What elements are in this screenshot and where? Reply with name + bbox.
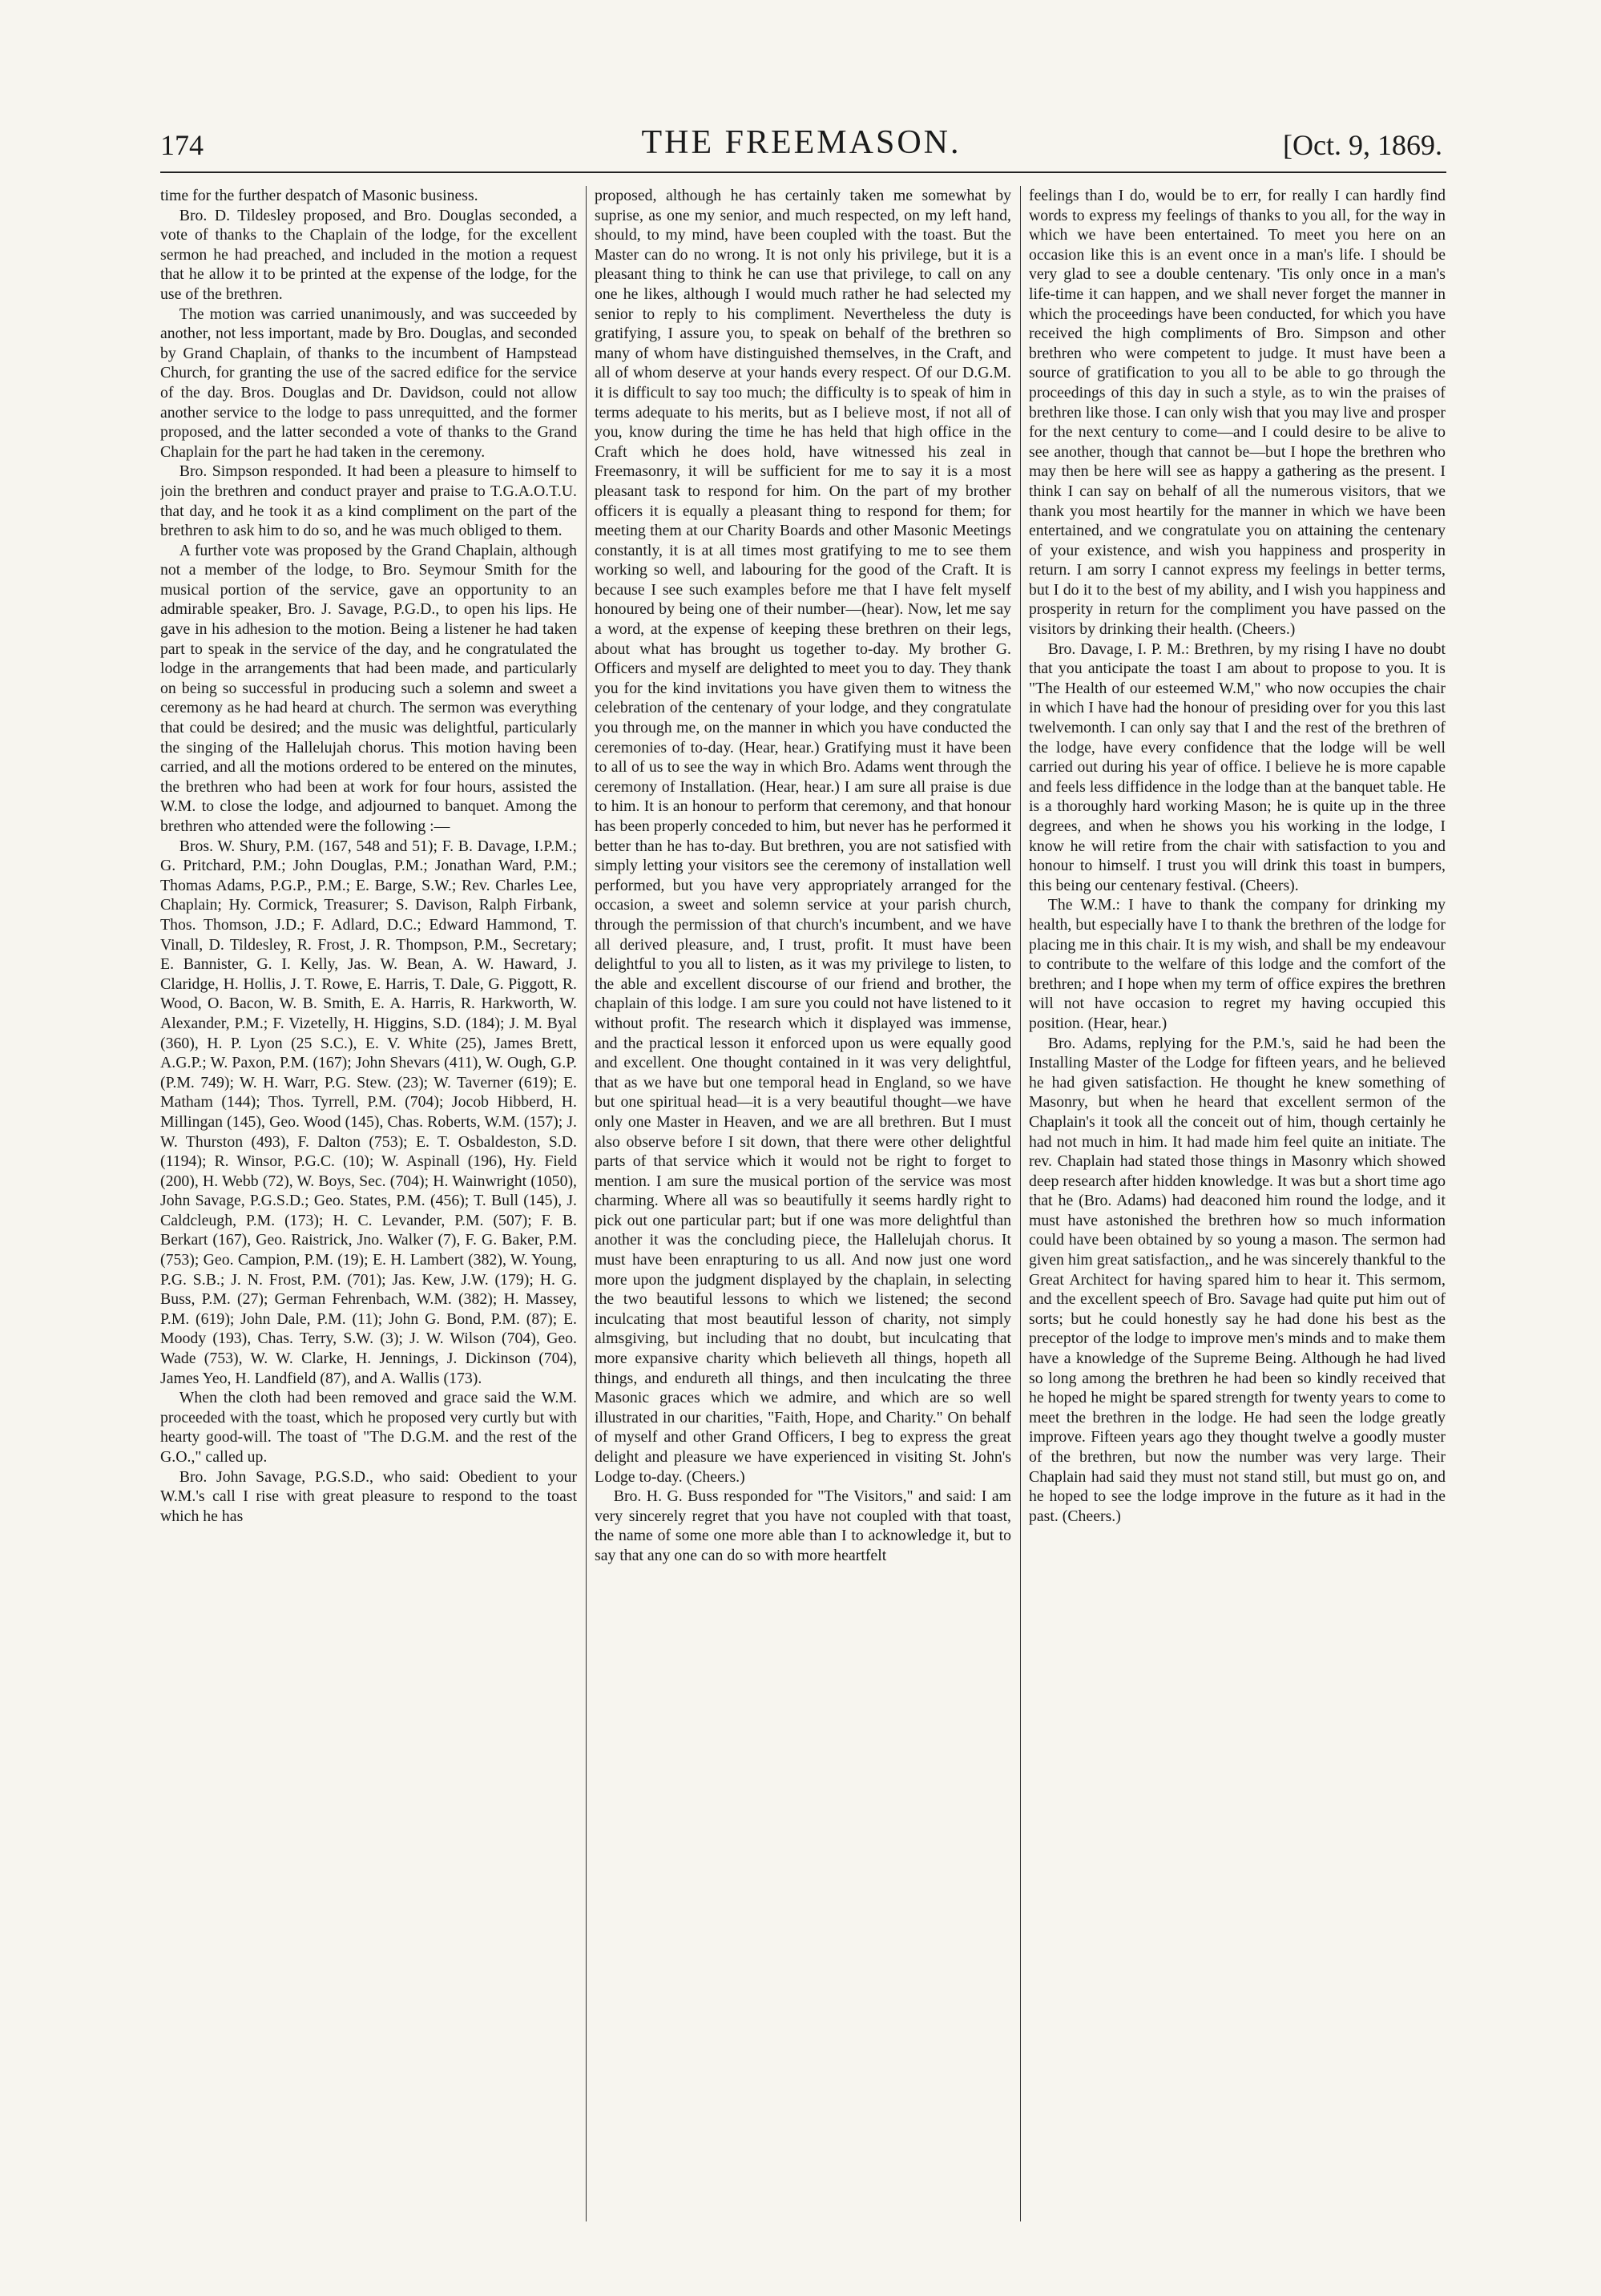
article-columns (160, 186, 1446, 2237)
paragraph: time for the further despatch of Masonic business. (160, 187, 478, 204)
page-number: 174 (160, 129, 204, 161)
paragraph: Bro. Simpson responded. It had been a pleasure to himself to join the brethren and conduct prayer and praise to T.G.A.O.T.U. that day, and he took it as a kind compliment on the part of the brethren to ask him to do so, and he was much obliged to them. (160, 462, 577, 540)
issue-date: [Oct. 9, 1869. (1283, 129, 1442, 161)
column-divider (586, 186, 587, 2221)
paragraph: Bro. Adams, replying for the P.M.'s, said he had been the Installing Master of the Lodge for fifteen years, and he believed he had given satisfaction. He thought he knew something of Masonry, but when he heard that excellent sermon of the Chaplain's it took all the conceit out of him, though certainly he had not much in him. It had made him feel quite an initiate. The rev. Chaplain had stated those things in Masonry which showed deep research after hidden knowledge. It was but a short time ago that he (Bro. Adams) had deaconed him round the lodge, and it must have astonished the brethren how so much information could have been obtained by so young a mason. The sermon had given him great satisfaction,, and he was sincerely thankful to the Great Architect for having spared him to hear it. This sermom, and the excellent speech of Bro. Savage had quite put him out of sorts; but he could honestly say he had done his best as the preceptor of the lodge to improve men's minds and to make them have a knowledge of the Supreme Being. Although he had lived so long among the brethren he had been so kindly received that he hoped he might be spared strength for twenty years to come to meet the brethren in the lodge. He had seen the lodge greatly improve. Fifteen years ago they thought twelve a goodly muster of the brethren, but now the number was very large. Their Chaplain had said they must not stand still, but must go on, and he hoped to see the lodge improve in the future as it had in the past. (Cheers.) (1029, 1034, 1446, 1525)
paragraph: Bro. Davage, I. P. M.: Brethren, by my rising I have no doubt that you anticipate the toast I am about to propose to you. It is "The Health of our esteemed W.M," who now occupies the chair in which I have had the honour of presiding over for you this last twelvemonth. I can only say that I and the rest of the brethren of the lodge, have every confidence that the lodge will be well carried out during his year of office. I believe he is more capable and feels less diffidence in the lodge than at the banquet table. He is a thoroughly hard working Mason; he is quite up in the three degrees, and when he shows you his working in the lodge, I know he will retire from the chair with satisfaction to you and honour to himself. I trust you will drink this toast in bumpers, this being our centenary festival. (Cheers). (1029, 640, 1446, 894)
masthead-title: THE FREEMASON. (641, 124, 962, 161)
paragraph: A further vote was proposed by the Grand Chaplain, although not a member of the lodge, to Bro. Seymour Smith for the musical portion of the service, gave an opportunity to an admirable speaker, Bro. J. Savage, P.G.D., to open his lips. He gave in his adhesion to the motion. Being a listener he had taken part to speak in the service of the day, and he congratulated the lodge in the arrangements that had been made, and particularly on being so successful in producing such a solemn and sweet a ceremony as he had heard at church. The sermon was everything that could be desired; and the music was delightful, particularly the singing of the Hallelujah chorus. This motion having been carried, and all the motions ordered to be entered on the minutes, the brethren who had been at work for four hours, assisted the W.M. to close the lodge, and adjourned to banquet. Among the brethren who attended were the following :— (160, 541, 577, 835)
paragraph: The motion was carried unanimously, and was succeeded by another, not less important, made by Bro. Douglas, and seconded by Grand Chaplain, of thanks to the incumbent of Hampstead Church, for granting the use of the sacred edifice for the service of the day. Bros. Douglas and Dr. Davidson, could not allow another service to the lodge to pass unrequitted, and the former proposed, and the latter seconded a vote of thanks to the Grand Chaplain for the part he had taken in the ceremony. (160, 305, 577, 461)
page-header (160, 120, 1442, 168)
paragraph: The W.M.: I have to thank the company for drinking my health, but especially have I to thank the brethren of the lodge for placing me in this chair. It is my wish, and shall be my endeavour to contribute to the welfare of this lodge and the comfort of the brethren; and I hope when my term of office expires the brethren will not have occasion to regret my having occupied this position. (Hear, hear.) (1029, 896, 1446, 1032)
header-rule (160, 171, 1446, 173)
paragraph: Bro. John Savage, P.G.S.D., who said: Obedient to your W.M.'s call I rise with great pleasure to respond to the toast which he has (160, 1467, 577, 1525)
column-3 (1029, 186, 1446, 2237)
paragraph: Bro. D. Tildesley proposed, and Bro. Douglas seconded, a vote of thanks to the Chaplain of the lodge, for the excellent sermon he had preached, and included in the motion a request that he allow it to be printed at the expense of the lodge, for the use of the brethren. (160, 206, 577, 303)
paragraph: Bro. H. G. Buss responded for "The Visitors," and said: I am very sincerely regret that you have not coupled with that toast, the name of some one more able than I to acknowledge it, but to say that any one can do so with more heartfelt (595, 1487, 1011, 1564)
paragraph: feelings than I do, would be to err, for really I can hardly find words to express my feelings of thanks to you all, for the way in which we have been entertained. To meet you here on an occasion like this is an event once in a man's life. I should be very glad to see a double centenary. 'Tis only once in a man's life-time it can happen, and we shall never forget the manner in which the proceedings have been conducted, for which you have received the high compliments of Bro. Simpson and other brethren who were competent to judge. It must have been a source of gratification to you all to be able to go through the proceedings of this day in such a style, as to win the praises of brethren like those. I can only wish that you may live and prosper for the next century to come—and I could desire to be alive to see another, though that cannot be—but I hope the brethren who may then be here will see as happy a gathering as the present. I think I can say on behalf of all the numerous visitors, that we thank you most heartily for the manner in which we have been entertained, and we congratulate you on attaining the centenary of your existence, and wish you happiness and prosperity in return. I am sorry I cannot express my feelings in better terms, but I do it to the best of my ability, and I wish you happiness and prosperity in return for the compliment you have passed on the visitors by drinking their health. (Cheers.) (1029, 187, 1446, 639)
paragraph: proposed, although he has certainly taken me somewhat by suprise, as one my senior, and much respected, on my left hand, should, to my mind, have been coupled with the toast. But the Master can do no wrong. It is not only his privilege, but it is a pleasant thing to think he can use that privilege, to call on any one he likes, although I would much rather he had selected my senior to reply to his compliment. Nevertheless the duty is gratifying, I assure you, to speak on behalf of the brethren so many of whom have distinguished themselves, in the Craft, and all of whom deserve at your hands every respect. Of our D.G.M. it is difficult to say too much; the difficulty is to speak of him in terms adequate to his merits, but as I believe most, if not all of you, know during the time he has held that high office in the Craft which he does hold, have witnessed his zeal in Freemasonry, it will be sufficient for me to say it is a most pleasant task to respond for him. On the part of my brother officers it is equally a pleasant thing to respond for them; for meeting them at our Charity Boards and other Masonic Meetings constantly, it is at all times most gratifying to me to see them working so well, and labouring for the good of the Craft. It is because I see such examples before me that I have felt myself honoured by being one of their number—(hear). Now, let me say a word, at the expense of keeping these brethren on their legs, about what has brought us together to-day. My brother G. Officers and myself are delighted to meet you to day. They thank you for the kind invitations you have given them to witness the celebration of the centenary of your lodge, and they congratulate you through me, on the manner in which you have conducted the ceremonies of to-day. (Hear, hear.) Gratifying must it have been to all of us to see the way in which Bro. Adams went through the ceremony of Installation. (Hear, hear.) I am sure all praise is due to him. It is an honour to perform that ceremony, and that honour has been properly conceded to him, but never has he performed it better than he has to-day. But brethren, you are not satisfied with simply letting your visitors see the ceremony of installation well performed, but you have very appropriately arranged for the occasion, a sweet and solemn service at your parish church, through the permission of that church's incumbent, and we have all derived pleasure, and, I trust, profit. It must have been delightful to you all to listen, as it was my privilege to listen, to the able and excellent discourse of our friend and brother, the chaplain of this lodge. I am sure you could not have listened to it without profit. The research which it displayed was immense, and the practical lesson it enforced upon us were equally good and excellent. One thought contained in it was very delightful, that as we have but one temporal head in England, so we have but one spiritual head—it is a very beautiful thought—we have only one Master in Heaven, and we are all brethren. But I must also observe before I sit down, that there were other delightful parts of that service which it would not be right to forget to mention. I am sure the musical portion of the service was most charming. Where all was so beautifully it seems hardly right to pick out one particular part; but if one was more delightful than another it was the concluding piece, the Hallelujah chorus. It must have been enrapturing to us all. And now just one word more upon the judgment displayed by the chaplain, in selecting the two beautiful lessons to which we listened; the second inculcating that most beautiful lesson of charity, not simply almsgiving, but including that no doubt, but inculcating that more expansive charity which believeth all things, hopeth all things, and endureth all things, and then inculcating the three Masonic graces which we admire, and which are so well illustrated in our charities, "Faith, Hope, and Charity." On behalf of myself and other Grand Officers, I beg to express the great delight and pleasure we have experienced in visiting St. John's Lodge to-day. (Cheers.) (595, 187, 1011, 1486)
column-2 (595, 186, 1011, 2237)
attendee-list: Bros. W. Shury, P.M. (167, 548 and 51); F. B. Davage, I.P.M.; G. Pritchard, P.M.; John Douglas, P.M.; Jonathan Ward, P.M.; Thomas Adams, P.G.P., P.M.; E. Barge, S.W.; Rev. Charles Lee, Chaplain; Hy. Cormick, Treasurer; S. Davison, Ralph Firbank, Thos. Thomson, J.D.; F. Adlard, D.C.; Edward Hammond, T. Vinall, D. Tildesley, R. Frost, J. R. Thompson, P.M., Secretary; E. Bannister, G. I. Kelly, Jas. W. Bean, A. W. Haward, J. Claridge, H. Hollis, J. T. Rowe, E. Harris, T. Dale, G. Piggott, R. Wood, O. Bacon, W. B. Smith, E. A. Harris, R. Harkworth, W. Alexander, P.M.; F. Vizetelly, H. Higgins, S.D. (184); J. M. Byal (360), H. P. Lyon (25 S.C.), E. V. White (25), James Brett, A.G.P.; W. Paxon, P.M. (167); John Shevars (411), W. Ough, G.P. (P.M. 749); W. H. Warr, P.G. Stew. (23); W. Taverner (619); E. Matham (144); Thos. Tyrrell, P.M. (704); Jocob Hibberd, H. Millingan (145), Geo. Wood (145), Chas. Roberts, W.M. (157); J. W. Thurston (493), F. Dalton (753); E. T. Osbaldeston, S.D. (1194); R. Winsor, P.G.C. (10); W. Aspinall (196), Hy. Field (200), H. Webb (72), W. Boys, Sec. (704); H. Wainwright (1050), John Savage, P.G.S.D.; Geo. States, P.M. (456); T. Bull (145), J. Caldcleugh, P.M. (173); H. C. Levander, P.M. (507); F. B. Berkart (167), Geo. Raistrick, Jno. Walker (7), F. G. Baker, P.M. (753); Geo. Campion, P.M. (19); E. H. Lambert (382), W. Young, P.G. S.B.; J. N. Frost, P.M. (701); Jas. Kew, J.W. (179); H. G. Buss, P.M. (27); German Fehrenbach, W.M. (382); H. Massey, P.M. (619); John Dale, P.M. (11); John G. Bond, P.M. (87); E. Moody (193), Chas. Terry, S.W. (3); J. W. Wilson (704), Geo. Wade (753), W. W. Clarke, H. Jennings, J. Dickinson (704), James Yeo, H. Landfield (87), and A. Wallis (173). (160, 837, 577, 1387)
paragraph: When the cloth had been removed and grace said the W.M. proceeded with the toast, which he proposed very curtly but with hearty good-will. The toast of "The D.G.M. and the rest of the G.O.," called up. (160, 1389, 577, 1466)
column-1 (160, 186, 577, 2237)
column-divider (1020, 186, 1021, 2221)
